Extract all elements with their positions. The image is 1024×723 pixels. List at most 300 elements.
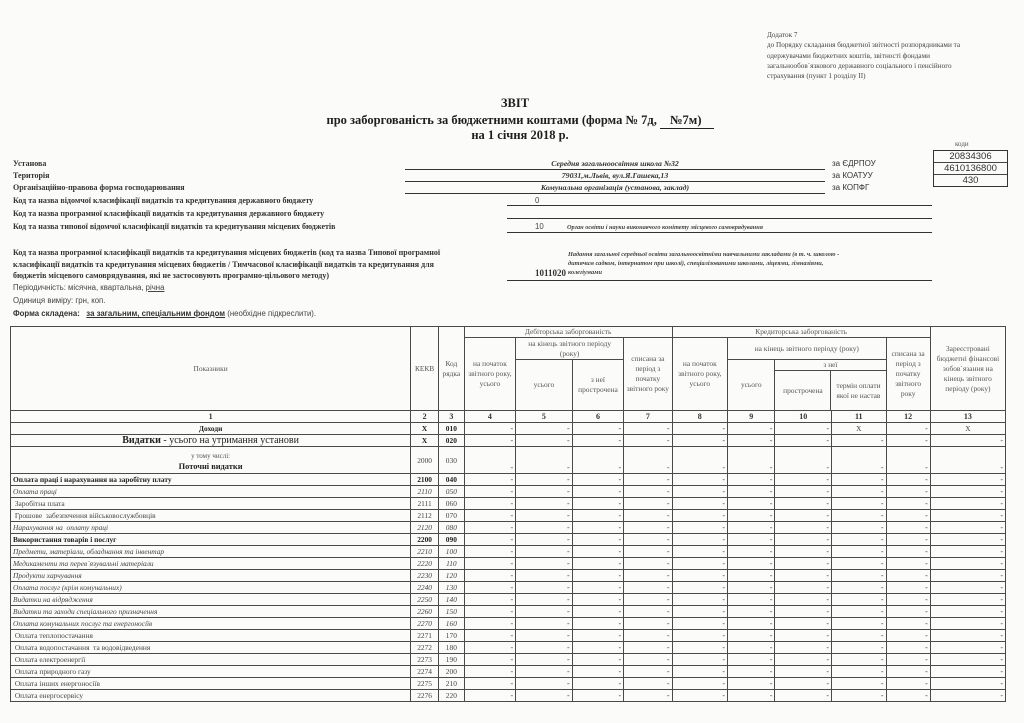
table-row (11, 522, 1006, 534)
row-value: - (572, 498, 623, 510)
row-value: - (775, 522, 832, 534)
row-code: 170 (438, 630, 464, 642)
row-value: - (464, 606, 515, 618)
header-pay-start: на початок звітного року, усього (672, 338, 728, 411)
row-value: - (728, 678, 775, 690)
row-value: - (572, 447, 623, 474)
local-prog-label-line: бюджетів місцевого самоврядування, які не застосовують програмно-цільового методу) (13, 271, 330, 280)
row-value: - (775, 594, 832, 606)
row-value: - (775, 642, 832, 654)
header-indicators: Показники (11, 327, 411, 411)
row-code: 110 (438, 558, 464, 570)
row-value: - (831, 510, 886, 522)
annex-line: до Порядку складання бюджетної звітності розпорядниками та (767, 41, 961, 50)
row-indicator-rest: - усього на утримання установи (160, 435, 299, 446)
form-composed (13, 309, 316, 318)
row-kekv: 2220 (411, 558, 439, 570)
row-value: - (728, 630, 775, 642)
row-indicator (11, 435, 411, 447)
row-value: - (728, 546, 775, 558)
table-row (11, 486, 1006, 498)
code-edrpou: 20834306 (934, 151, 1007, 163)
row-value: - (624, 642, 672, 654)
row-value: - (464, 534, 515, 546)
codes-header: коди (955, 140, 969, 148)
row-value: - (624, 546, 672, 558)
row-value: - (831, 474, 886, 486)
row-indicator: Видатки на відрядження (11, 594, 411, 606)
table-row (11, 423, 1006, 435)
header-rec-total: усього (516, 360, 573, 411)
row-value: - (728, 510, 775, 522)
row-value: - (831, 435, 886, 447)
row-indicator: Предмети, матеріали, обладнання та інвентар (11, 546, 411, 558)
header-pay-total: усього (728, 360, 775, 411)
row-kekv: 2210 (411, 546, 439, 558)
row-value: - (728, 498, 775, 510)
row-kekv: 2120 (411, 522, 439, 534)
row-value: - (775, 690, 832, 702)
row-value: - (572, 594, 623, 606)
table-row (11, 570, 1006, 582)
row-value: - (464, 435, 515, 447)
row-value: - (672, 522, 728, 534)
row-value: - (572, 435, 623, 447)
row-value: - (775, 678, 832, 690)
row-value: - (672, 486, 728, 498)
org-form-label: Організаційно-правова форма господарювання (13, 183, 185, 192)
row-value: - (775, 618, 832, 630)
row-value: - (624, 678, 672, 690)
row-value: - (886, 486, 930, 498)
row-value: - (831, 630, 886, 642)
row-value: - (672, 546, 728, 558)
row-value: - (728, 642, 775, 654)
row-value: - (728, 423, 775, 435)
row-value: - (886, 642, 930, 654)
row-code: 070 (438, 510, 464, 522)
row-value: - (728, 534, 775, 546)
row-value: - (672, 534, 728, 546)
row-value: - (516, 510, 573, 522)
row-indicator: Оплата теплопостачання (11, 630, 411, 642)
row-value: - (886, 435, 930, 447)
row-value: - (572, 522, 623, 534)
row-value: - (775, 630, 832, 642)
row-value: - (930, 510, 1005, 522)
periodicity-selected: річна (145, 283, 165, 292)
table-row (11, 678, 1006, 690)
row-value: - (728, 582, 775, 594)
row-value: - (624, 690, 672, 702)
header-rec-written-off: списана за період з початку звітного року (624, 338, 672, 411)
row-value: - (572, 678, 623, 690)
row-indicator-sub: у тому числі: (191, 452, 231, 460)
row-value: - (672, 474, 728, 486)
row-kekv: 2273 (411, 654, 439, 666)
row-indicator: Оплата електроенергії (11, 654, 411, 666)
row-value: - (886, 690, 930, 702)
row-kekv: 2200 (411, 534, 439, 546)
row-value: - (464, 474, 515, 486)
territory-label: Територія (13, 171, 50, 180)
row-value: - (572, 582, 623, 594)
row-value: - (464, 582, 515, 594)
row-value: - (831, 642, 886, 654)
row-value: - (930, 498, 1005, 510)
row-kekv: 2274 (411, 666, 439, 678)
row-value: - (516, 558, 573, 570)
row-kekv: X (411, 423, 439, 435)
row-value: - (672, 498, 728, 510)
typical-dept-label: Код та назва типової відомчої класифікації видатків та кредитування місцевих бюджетів (13, 222, 336, 231)
column-number: 8 (672, 411, 728, 423)
row-indicator: Оплата комунальних послуг та енергоносіїв (11, 618, 411, 630)
row-value: - (886, 654, 930, 666)
row-value: - (886, 630, 930, 642)
row-value: - (672, 447, 728, 474)
row-value: - (464, 666, 515, 678)
row-kekv: 2271 (411, 630, 439, 642)
header-row-code: Код рядка (438, 327, 464, 411)
row-value: - (775, 558, 832, 570)
row-value: - (516, 666, 573, 678)
row-value: - (930, 678, 1005, 690)
row-kekv: 2110 (411, 486, 439, 498)
row-value: - (831, 486, 886, 498)
row-indicator: Видатки та заходи спеціального призначення (11, 606, 411, 618)
report-date: на 1 січня 2018 р. (471, 128, 569, 142)
row-value: - (572, 642, 623, 654)
row-value: - (464, 447, 515, 474)
unit-of-measure: Одиниця виміру: грн, коп. (13, 296, 106, 305)
divider (507, 232, 932, 233)
table-row (11, 594, 1006, 606)
row-indicator: Заробітна плата (11, 498, 411, 510)
table-row (11, 474, 1006, 486)
table-row (11, 498, 1006, 510)
divider (507, 280, 932, 281)
row-value: - (624, 558, 672, 570)
row-value: - (572, 546, 623, 558)
row-code: 150 (438, 606, 464, 618)
form-composed-note: (необхідне підкреслити). (227, 309, 317, 318)
row-value: - (516, 534, 573, 546)
form-composed-value: за загальним, спеціальним фондом (86, 309, 226, 318)
row-value: - (624, 423, 672, 435)
header-kekv: КЕКВ (411, 327, 439, 411)
row-value: - (572, 558, 623, 570)
local-prog-label (13, 247, 513, 282)
dept-class-label: Код та назва відомчої класифікації видатків та кредитування державного бюджету (13, 196, 314, 205)
row-code: 100 (438, 546, 464, 558)
row-value: - (930, 546, 1005, 558)
row-value: - (624, 654, 672, 666)
row-code: 120 (438, 570, 464, 582)
row-indicator: Оплата послуг (крім комунальних) (11, 582, 411, 594)
row-value: - (516, 690, 573, 702)
row-value: - (672, 654, 728, 666)
row-value: - (464, 630, 515, 642)
row-value: - (624, 510, 672, 522)
row-value: - (831, 654, 886, 666)
row-value: - (930, 534, 1005, 546)
row-value: - (831, 594, 886, 606)
row-value: - (464, 522, 515, 534)
row-value: - (624, 447, 672, 474)
row-kekv: 2112 (411, 510, 439, 522)
row-value: - (672, 558, 728, 570)
code-kopfg: 430 (962, 175, 979, 186)
row-value: - (930, 630, 1005, 642)
column-number: 6 (572, 411, 623, 423)
row-value: - (516, 678, 573, 690)
row-value: - (775, 654, 832, 666)
org-form-value: Комунальна організація (установа, заклад) (405, 183, 825, 194)
row-value: - (516, 486, 573, 498)
row-value: - (464, 546, 515, 558)
row-value: - (886, 522, 930, 534)
koatuu-label: за КОАТУУ (832, 171, 873, 180)
row-value: - (672, 570, 728, 582)
row-indicator: Оплата інших енергоносіїв (11, 678, 411, 690)
column-number: 3 (438, 411, 464, 423)
row-value: - (728, 666, 775, 678)
row-indicator: Оплата природного газу (11, 666, 411, 678)
local-prog-name-line: колегіумами (568, 269, 602, 276)
report-subtitle (240, 113, 800, 129)
table-row (11, 582, 1006, 594)
row-value: - (728, 435, 775, 447)
row-value: - (516, 618, 573, 630)
row-value: - (672, 678, 728, 690)
row-value: - (672, 690, 728, 702)
divider (507, 218, 932, 219)
row-value: - (930, 606, 1005, 618)
row-value: - (624, 618, 672, 630)
header-of-which-group (775, 360, 886, 411)
row-value: - (672, 666, 728, 678)
table-row (11, 666, 1006, 678)
row-value: - (572, 654, 623, 666)
row-value: - (516, 594, 573, 606)
row-value: - (775, 435, 832, 447)
row-indicator: Доходи (11, 423, 411, 435)
row-value: - (728, 690, 775, 702)
row-indicator (11, 447, 411, 474)
row-value: - (831, 666, 886, 678)
row-value: - (672, 606, 728, 618)
row-value: - (930, 570, 1005, 582)
row-value: - (831, 546, 886, 558)
row-value: - (831, 606, 886, 618)
table-row (11, 618, 1006, 630)
row-code: 200 (438, 666, 464, 678)
row-value: - (572, 510, 623, 522)
row-value: - (831, 534, 886, 546)
row-code: 180 (438, 642, 464, 654)
row-value: - (831, 558, 886, 570)
territory-value: 79031,м.Львів, вул.Я.Гашека,13 (405, 171, 825, 182)
row-value: - (831, 618, 886, 630)
local-prog-label-line: класифікації видатків та кредитування місцевих бюджетів / Тимчасової класифікації видатків та кредитування для (13, 259, 434, 269)
row-value: - (930, 486, 1005, 498)
column-number: 9 (728, 411, 775, 423)
row-indicator: Медикаменти та перев`язувальні матеріали (11, 558, 411, 570)
header-rec-start: на початок звітного року, усього (464, 338, 515, 411)
row-code: 090 (438, 534, 464, 546)
table-row (11, 534, 1006, 546)
row-value: - (930, 690, 1005, 702)
table-row (11, 447, 1006, 474)
row-code: 140 (438, 594, 464, 606)
row-value: - (516, 423, 573, 435)
row-code: 190 (438, 654, 464, 666)
header-registered: Зареєстровані бюджетні фінансові зобов`язання на кінець звітного періоду (року) (930, 327, 1005, 411)
row-value: - (464, 678, 515, 690)
row-value: - (775, 606, 832, 618)
row-value: - (624, 606, 672, 618)
row-value: - (516, 654, 573, 666)
row-value: - (775, 666, 832, 678)
row-value: - (572, 630, 623, 642)
row-value: - (464, 642, 515, 654)
row-kekv: 2250 (411, 594, 439, 606)
row-indicator-main: Поточні видатки (178, 462, 243, 471)
table-row (11, 558, 1006, 570)
annex-line: Додаток 7 (767, 31, 798, 39)
column-number: 7 (624, 411, 672, 423)
row-value: - (775, 447, 832, 474)
header-receivables: Дебіторська заборгованість (464, 327, 672, 338)
row-value: - (728, 474, 775, 486)
row-value: - (775, 498, 832, 510)
row-kekv: 2260 (411, 606, 439, 618)
column-number: 4 (464, 411, 515, 423)
row-value: - (516, 498, 573, 510)
row-indicator: Оплата енергосервісу (11, 690, 411, 702)
local-prog-code: 1011020 (535, 268, 567, 278)
column-number: 2 (411, 411, 439, 423)
row-value: - (464, 510, 515, 522)
institution-label: Установа (13, 159, 47, 168)
debt-table (10, 326, 1006, 702)
row-value: - (672, 435, 728, 447)
row-code: 030 (438, 447, 464, 474)
report-form-number: №7м) (660, 113, 714, 129)
column-number: 10 (775, 411, 832, 423)
row-value: - (572, 618, 623, 630)
table-row (11, 630, 1006, 642)
row-kekv: 2270 (411, 618, 439, 630)
row-value: - (464, 594, 515, 606)
report-subtitle-prefix: про заборгованість за бюджетними коштами (форма № 7д, (326, 113, 657, 127)
prog-class-label: Код та назва програмної класифікації видатків та кредитування державного бюджету (13, 209, 325, 218)
row-value: - (728, 594, 775, 606)
row-value: - (464, 570, 515, 582)
row-value: - (464, 423, 515, 435)
header-of-which: з неї (775, 360, 885, 371)
row-value: - (516, 582, 573, 594)
row-value: - (572, 666, 623, 678)
row-kekv: 2100 (411, 474, 439, 486)
row-value: - (831, 678, 886, 690)
row-value: - (728, 654, 775, 666)
row-value: - (930, 666, 1005, 678)
row-code: 050 (438, 486, 464, 498)
row-value: - (728, 570, 775, 582)
row-value: - (886, 582, 930, 594)
row-kekv: 2000 (411, 447, 439, 474)
column-number: 5 (516, 411, 573, 423)
row-kekv: 2240 (411, 582, 439, 594)
row-kekv: X (411, 435, 439, 447)
row-value: - (930, 654, 1005, 666)
row-value: - (831, 582, 886, 594)
row-code: 080 (438, 522, 464, 534)
row-value: - (886, 570, 930, 582)
row-value: - (572, 474, 623, 486)
row-value: - (464, 690, 515, 702)
institution-value: Середня загальноосвітня школа №32 (405, 159, 825, 170)
row-value: - (930, 558, 1005, 570)
row-value: - (624, 570, 672, 582)
dept-class-code: 0 (535, 196, 540, 205)
row-value: - (572, 690, 623, 702)
row-value: - (728, 618, 775, 630)
edrpou-label: за ЄДРПОУ (832, 159, 876, 168)
column-number: 11 (831, 411, 886, 423)
row-value: - (672, 594, 728, 606)
header-pay-not-due: термін оплати якої не настав (836, 380, 881, 400)
row-value: - (464, 498, 515, 510)
row-code: 060 (438, 498, 464, 510)
row-indicator: Грошове забезпечення військовослужбовців (11, 510, 411, 522)
row-value: - (831, 498, 886, 510)
annex-line: страхування (пункт 1 розділу II) (767, 72, 866, 81)
row-value: - (775, 582, 832, 594)
local-prog-name-line: Надання загальної середньої освіти загальноосвітніми навчальними закладами (в т. ч. школою - (568, 251, 840, 258)
row-value: - (572, 534, 623, 546)
row-value: - (516, 630, 573, 642)
row-value: X (831, 423, 886, 435)
row-value: - (672, 423, 728, 435)
header-rec-end: на кінець звітного періоду (року) (516, 338, 624, 360)
row-value: - (572, 423, 623, 435)
table-row (11, 690, 1006, 702)
row-value: - (886, 666, 930, 678)
row-value: - (624, 522, 672, 534)
row-value: - (624, 534, 672, 546)
row-value: - (930, 642, 1005, 654)
row-value: - (516, 546, 573, 558)
row-value: - (775, 570, 832, 582)
row-indicator: Оплата праці (11, 486, 411, 498)
header-payables: Кредиторська заборгованість (672, 327, 930, 338)
row-code: 020 (438, 435, 464, 447)
row-value: - (464, 558, 515, 570)
row-value: - (886, 594, 930, 606)
row-kekv: 2230 (411, 570, 439, 582)
row-value: - (930, 618, 1005, 630)
row-value: - (572, 486, 623, 498)
row-value: - (886, 678, 930, 690)
row-code: 040 (438, 474, 464, 486)
header-pay-written-off: списана за період з початку звітного року (886, 338, 930, 411)
row-value: - (930, 582, 1005, 594)
row-value: - (886, 447, 930, 474)
row-value: - (886, 474, 930, 486)
